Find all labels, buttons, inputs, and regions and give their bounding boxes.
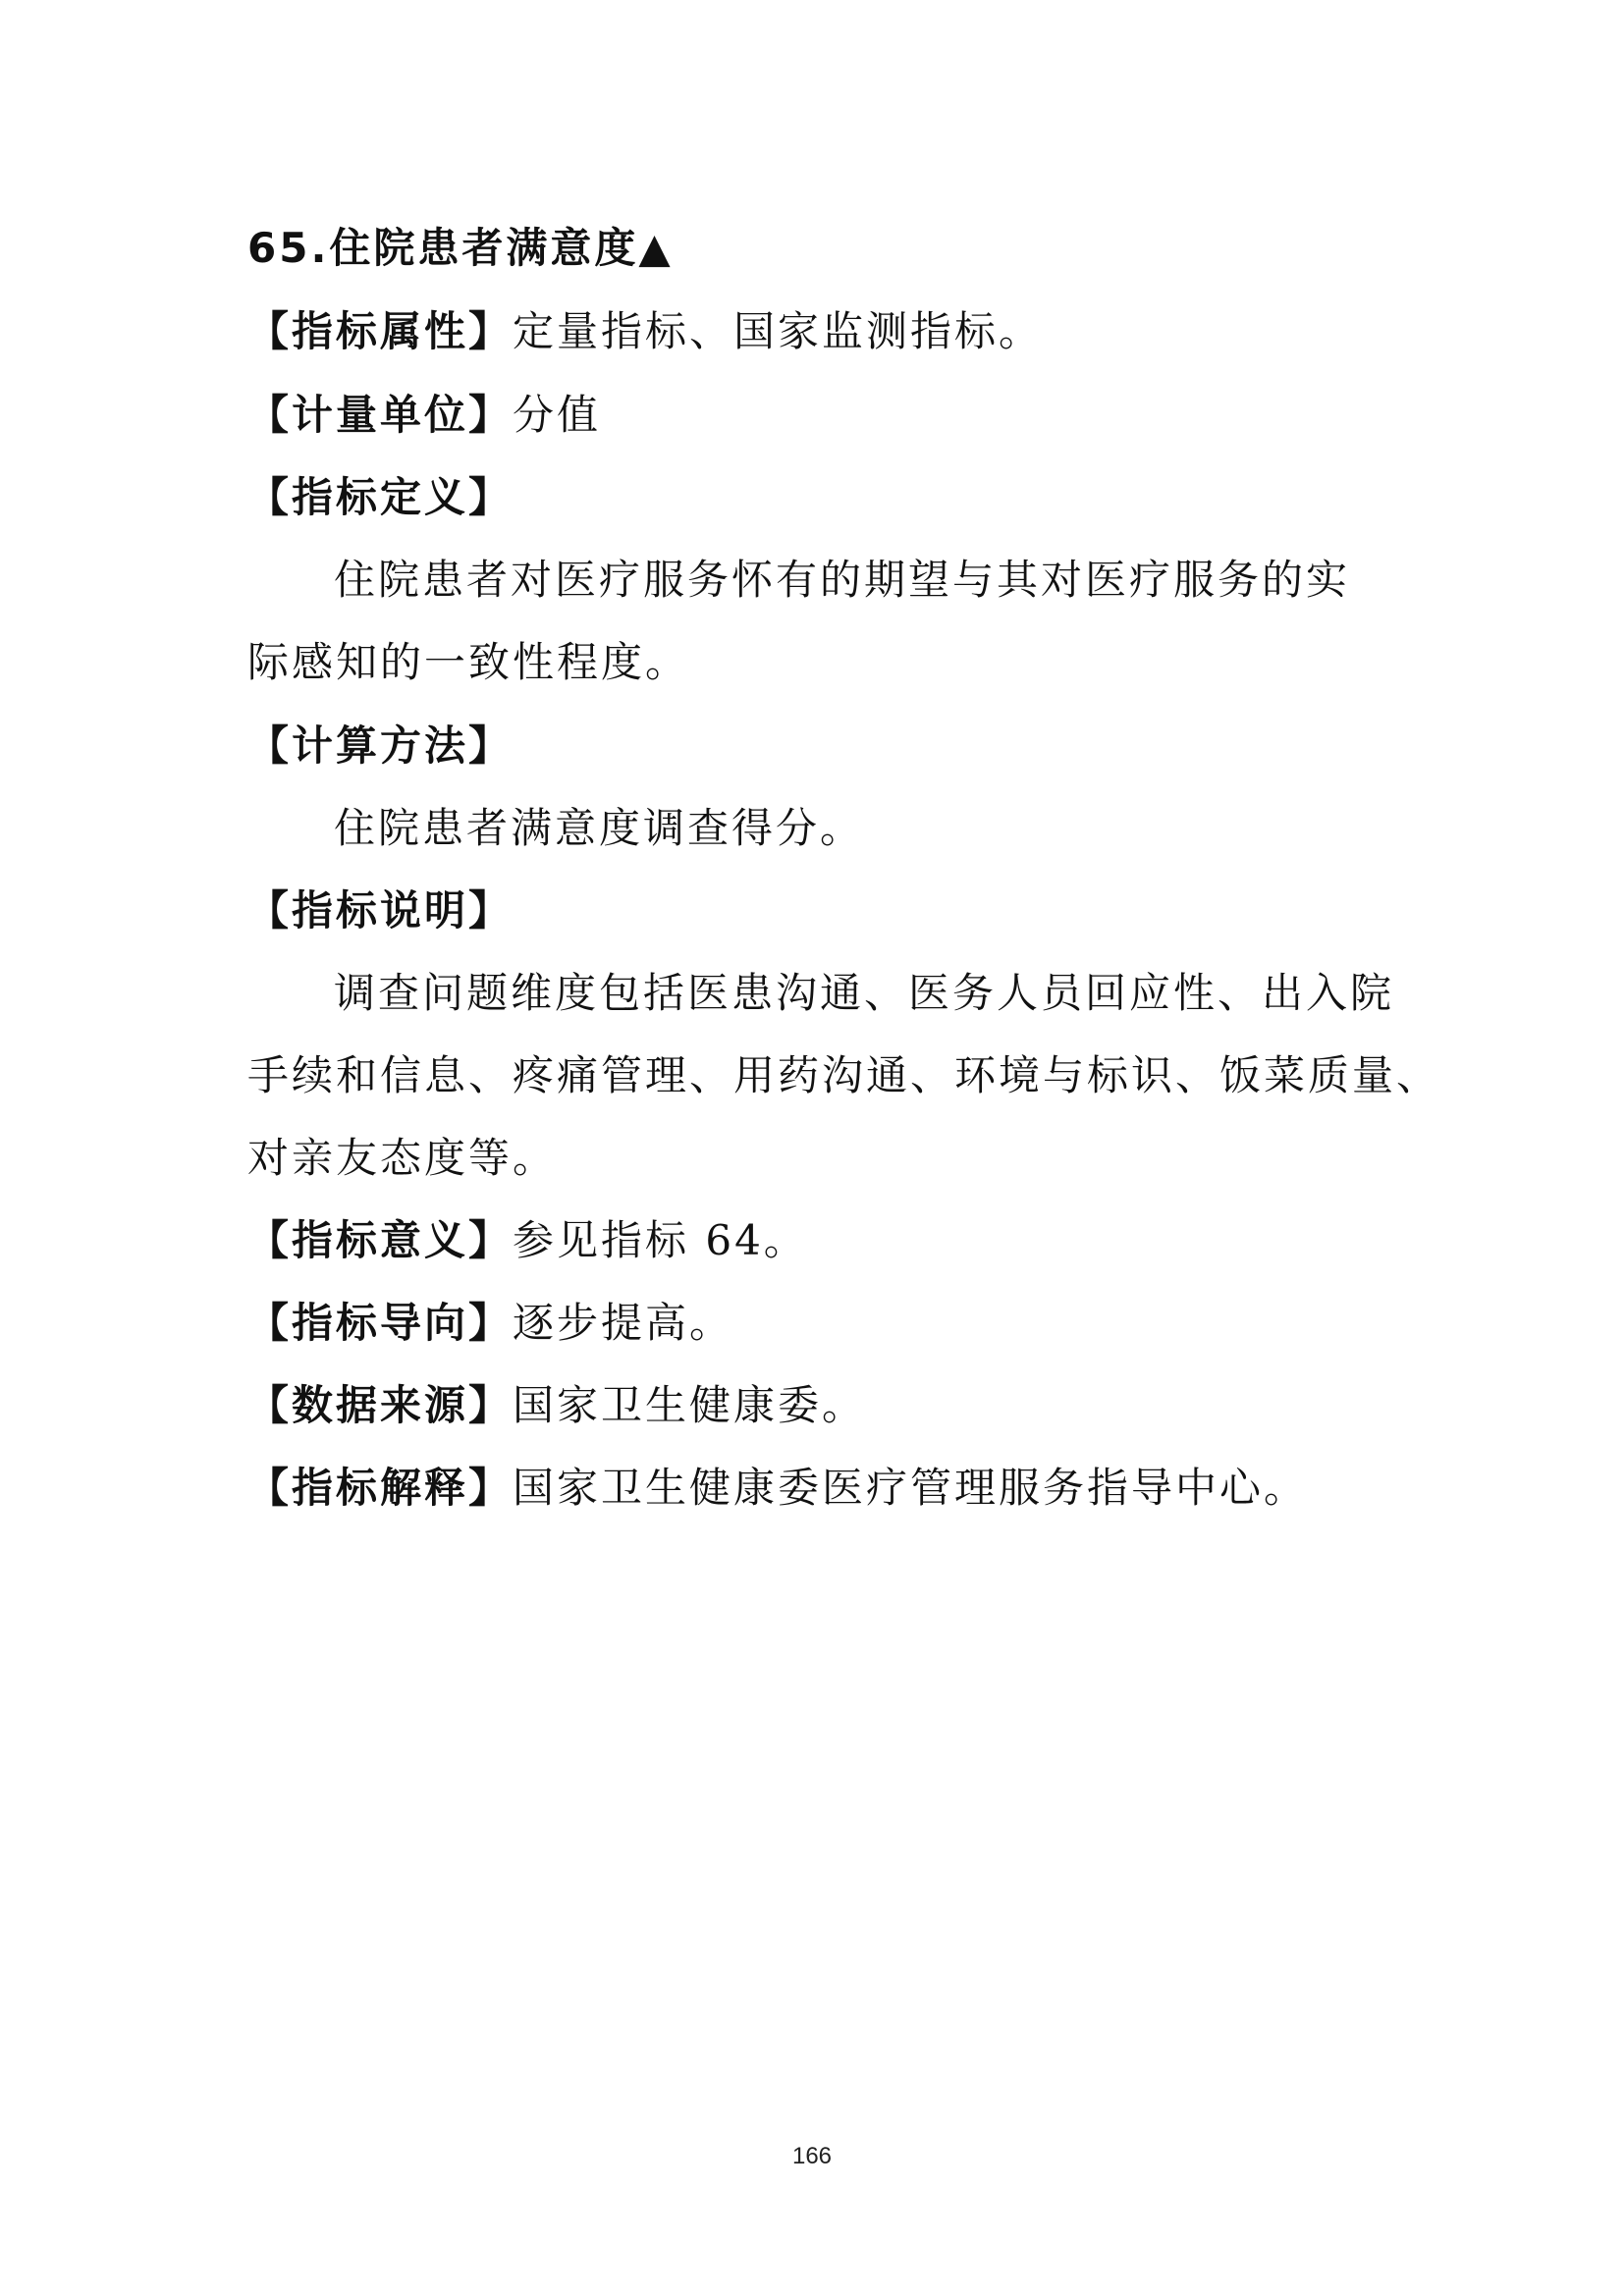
attr-value: 定量指标、国家监测指标。 (513, 307, 1044, 355)
unit-label: 【计量单位】 (247, 391, 514, 439)
definition-label: 【指标定义】 (247, 473, 514, 521)
source-row (247, 1378, 1377, 1433)
definition-row (247, 470, 1377, 525)
meaning-value: 参见指标 64。 (513, 1216, 808, 1264)
interpret-label: 【指标解释】 (247, 1464, 514, 1512)
unit-row (247, 388, 1377, 443)
direction-row (247, 1296, 1377, 1351)
note-text-line: 调查问题维度包括医患沟通、医务人员回应性、出入院 (334, 969, 1395, 1017)
interpret-value: 国家卫生健康委医疗管理服务指导中心。 (513, 1464, 1309, 1512)
meaning-label: 【指标意义】 (247, 1216, 514, 1264)
attr-label: 【指标属性】 (247, 307, 514, 355)
note-text-line: 手续和信息、疼痛管理、用药沟通、环境与标识、饭菜质量、 (247, 1051, 1441, 1099)
source-value: 国家卫生健康委。 (513, 1381, 867, 1429)
method-row (247, 719, 1377, 774)
section-title: 65.住院患者满意度▲ (247, 224, 674, 272)
page-number: 166 (791, 2143, 833, 2169)
note-text-line: 对亲友态度等。 (247, 1134, 558, 1182)
unit-value: 分值 (513, 391, 602, 439)
method-label: 【计算方法】 (247, 721, 514, 770)
source-label: 【数据来源】 (247, 1381, 514, 1429)
definition-text-line: 际感知的一致性程度。 (247, 638, 690, 686)
direction-label: 【指标导向】 (247, 1299, 514, 1347)
interpret-row (247, 1461, 1377, 1516)
method-text: 住院患者满意度调查得分。 (334, 804, 865, 852)
attr-row (247, 304, 1377, 359)
note-label: 【指标说明】 (247, 886, 514, 934)
note-row (247, 883, 1377, 938)
meaning-row (247, 1213, 1377, 1268)
definition-text-line: 住院患者对医疗服务怀有的期望与其对医疗服务的实 (334, 556, 1351, 604)
direction-value: 逐步提高。 (513, 1299, 734, 1347)
